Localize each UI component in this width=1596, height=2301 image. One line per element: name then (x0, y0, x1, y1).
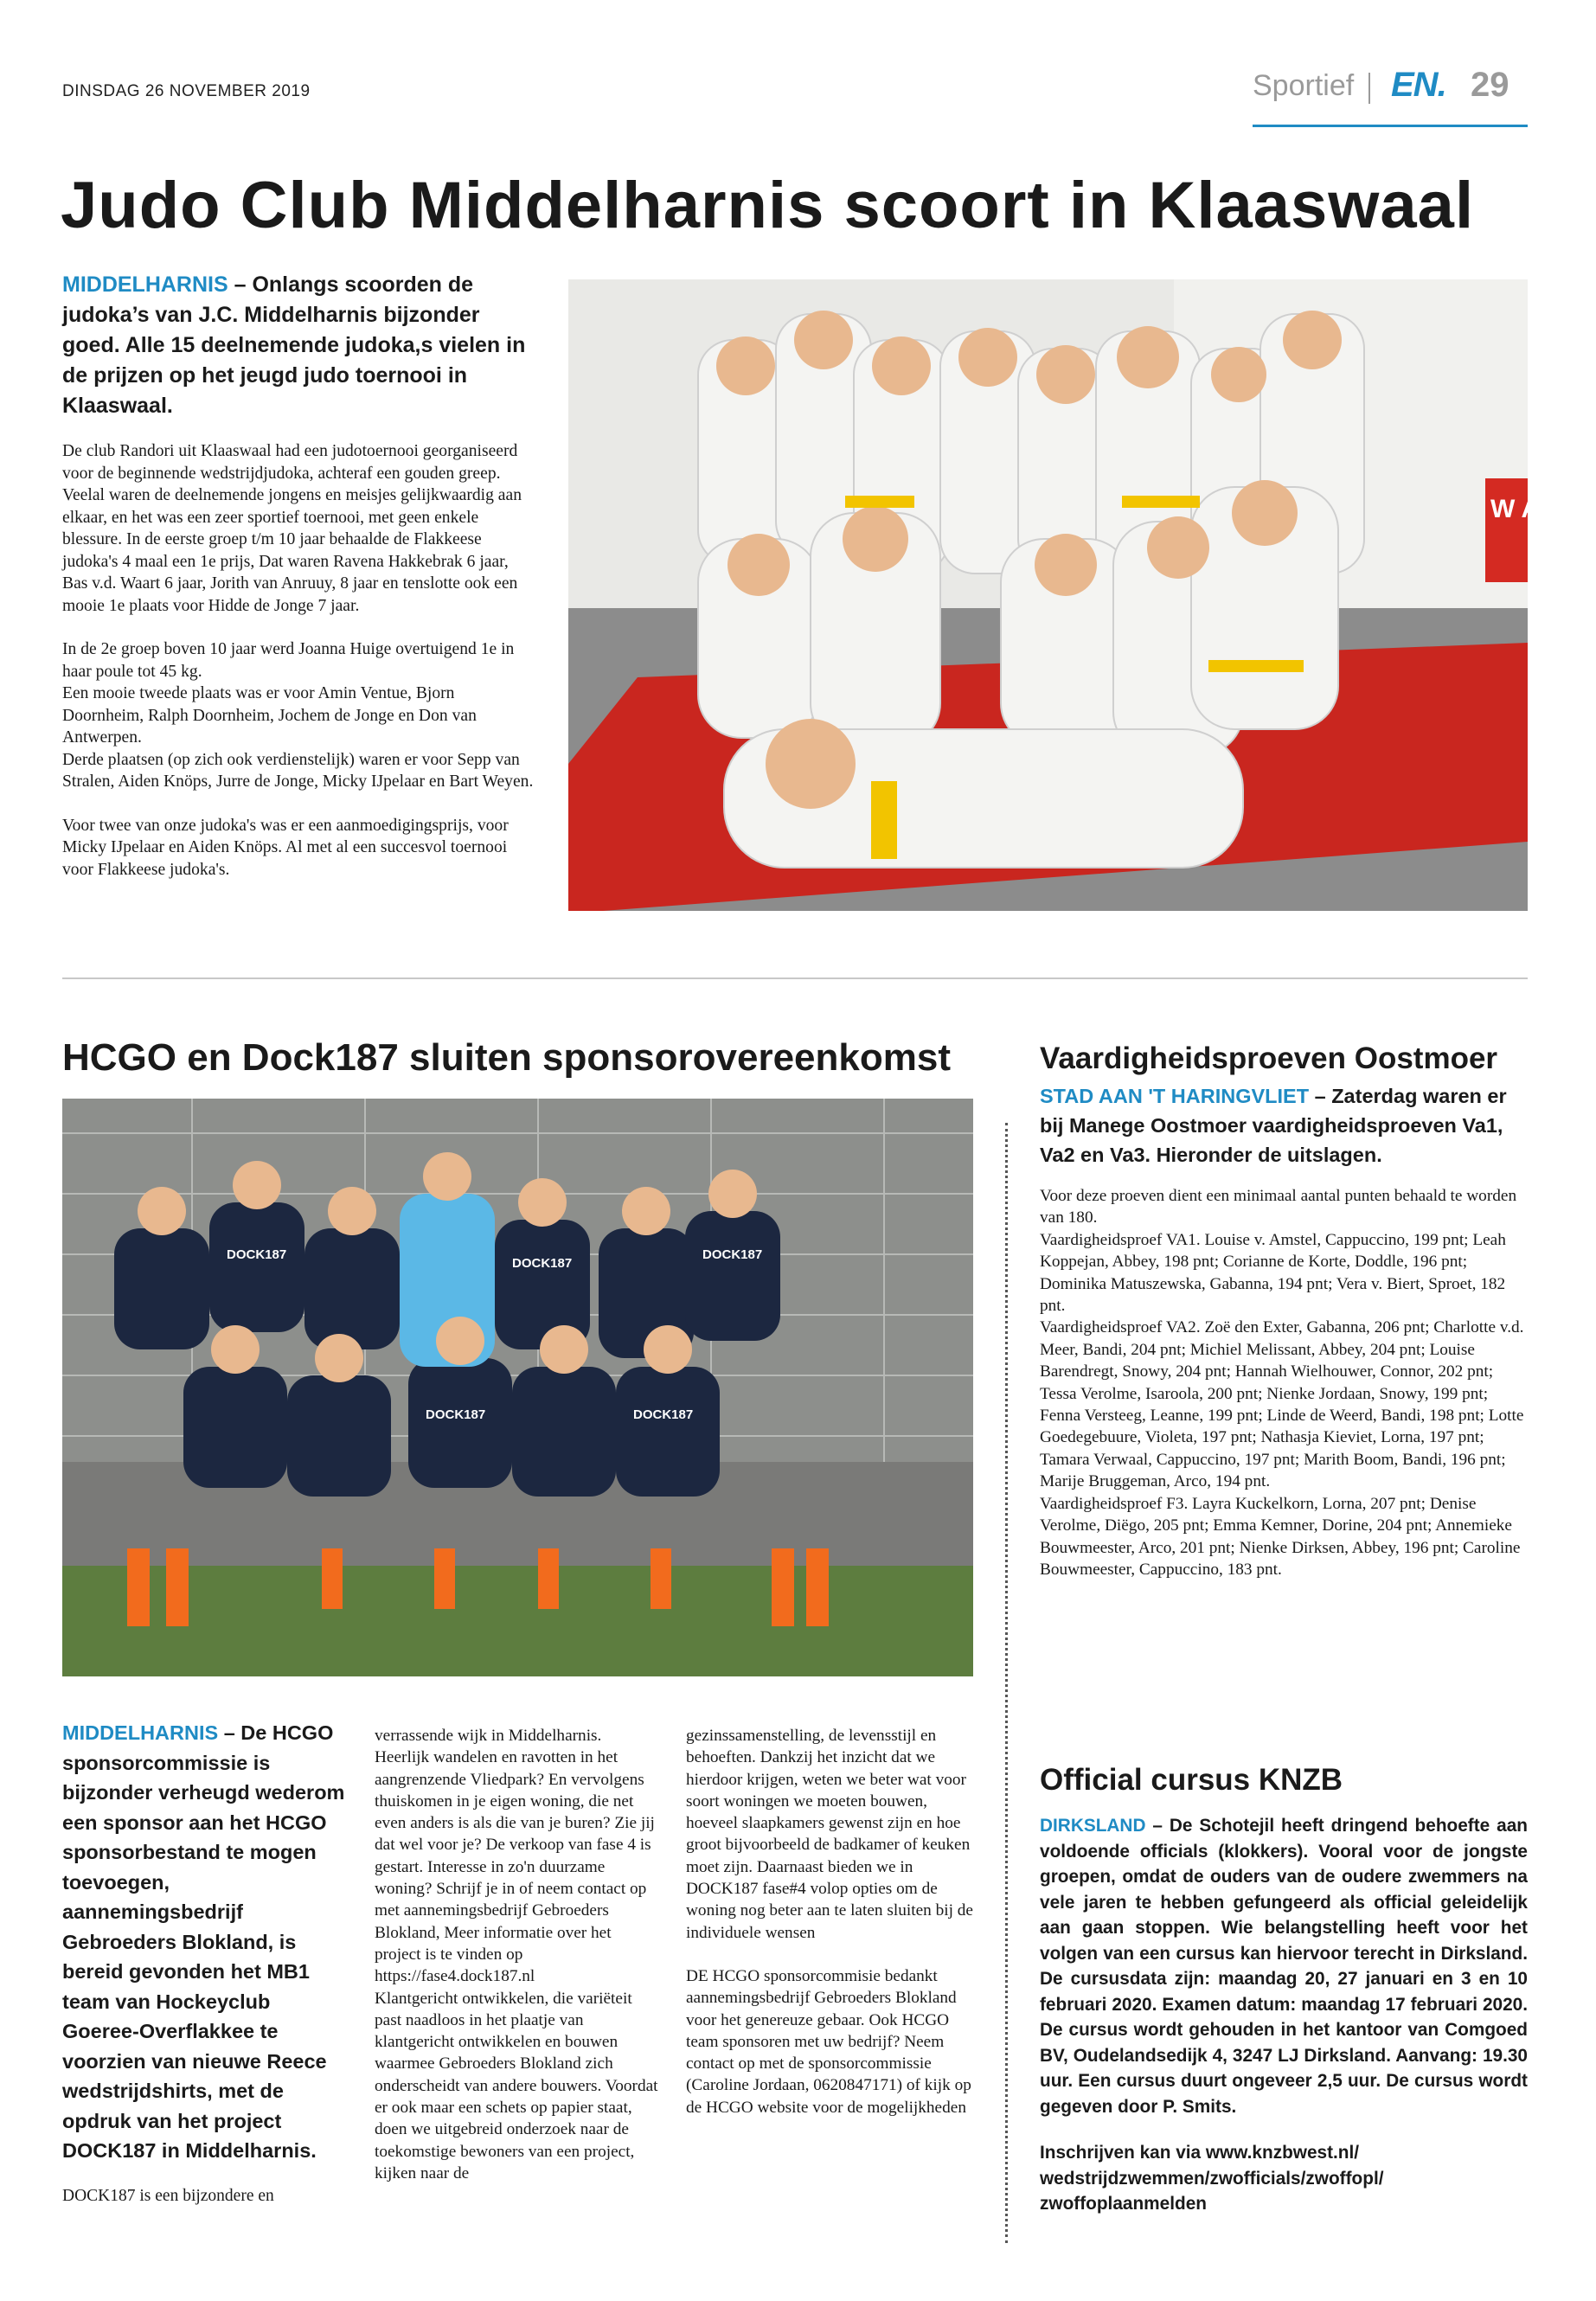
knzb-lead-text: – De Schotejil heeft dringend behoefte aan voldoende officials (klokkers). Vooral voor de jongste groepen, omdat de ouders van de oudere zwemmers na vele jaren te hebben gefungeerd als official geleidelijk aan gaan stoppen. Wie belangstelling heeft voor het volgen van een cursus kan hiervoor terecht in Dirksland. De cursusdata zijn: maandag 20, 27 januari en 3 en 10 februari 2020. Examen datum: maandag 17 februari 2020. De cursus wordt gehouden in het kantoor van Comgoed BV, Oudelandsedijk 4, 3247 LJ Dirksland. Aanvang: 19.30 uur. Een cursus duurt ongeveer 2,5 uur. De cursus wordt gegeven door P. Smits. (1040, 1816, 1528, 2117)
header-section: Sportief (1253, 69, 1355, 102)
hcgo-col-3 (686, 1725, 973, 2118)
judo-paragraph: In de 2e groep boven 10 jaar werd Joanna Huige overtuigend 1e in haar poule tot 45 kg. Een mooie tweede plaats was er voor Amin Ventue, Bjorn Doornheim, Ralph Doornheim, Jochem de Jonge en Don van Antwerpen. Derde plaatsen (op zich ook verdienstelijk) waren er voor Sepp van Stralen, Aiden Knöps, Jurre de Jonge, Micky IJpelaar en Bart Weyen. (62, 640, 534, 791)
hcgo-lead-text: – De HCGO sponsorcommissie is bijzonder verheugd wederom een sponsor aan het HCGO sponsorbestand te mogen toevoegen, aannemingsbedrijf Gebroeders Blokland, is bereid gevonden het MB1 team van Hockeyclub Goeree-Overflakkee te voorzien van nieuwe Reece wedstrijdshirts, met de opdruk van het project DOCK187 in Middelharnis. (62, 1721, 345, 2162)
judo-headline: Judo Club Middelharnis scoort in Klaaswaal (61, 169, 1475, 242)
hockey-team-photo (62, 1099, 973, 1676)
newspaper-logo: EN. (1391, 66, 1446, 104)
judo-banner-text: W A (1490, 495, 1541, 523)
hcgo-col2-text: verrassende wijk in Middelharnis. Heerlijk wandelen en ravotten in het aangrenzende Vliedpark? En vervolgens thuiskomen in je eigen woning, die net even anders is als die van je buren? Zie jij dat wel voor je? De verkoop van fase 4 is gestart. Interesse in zo'n duurzame woning? Schrijf je in of neem contact op met aannemingsbedrijf Gebroeders Blokland, Meer informatie over het project is te vinden op https://fase4.dock187.nl Klantgericht ontwikkelen, die variëteit past naadloos in het plaatje van klantgericht ontwikkelen en bouwen waarmee Gebroeders Blokland zich onderscheidt van andere bouwers. Voordat er ook maar een schets op papier staat, doen we uitgebreid onderzoek naar de toekomstige bewoners van een project, kijken naar de (375, 1727, 658, 2182)
judo-lead-text: – Onlangs scoorden de judoka’s van J.C. Middelharnis bijzonder goed. Alle 15 deelnemende judoka,s vielen in de prijzen op het jeugd judo toernooi in Klaaswaal. (62, 272, 526, 418)
hcgo-lead-place: MIDDELHARNIS (62, 1721, 219, 1744)
vaardigheid-lead-place: STAD AAN 'T HARINGVLIET (1040, 1085, 1310, 1107)
page-number: 29 (1471, 66, 1509, 104)
judo-paragraph: De club Randori uit Klaaswaal had een judotoernooi georganiseerd voor de beginnende wedstrijdjudoka, achteraf een gouden greep. Veelal waren de deelnemende jongens en meisjes gelijkwaardig aan elkaar, en het was een zeer sportief toernooi, met geen enkele blessure. In de eerste groep t/m 10 jaar behaalde de Flakkeese judoka's 4 maal een 1e prijs, Dat waren Ravena Hakkebrak 6 jaar, Bas v.d. Waart 6 jaar, Jorith van Anruuy, 8 jaar en tenslotte ook een mooie 1e plaats voor Hidde de Jonge 7 jaar. (62, 442, 522, 615)
header-divider (1368, 73, 1370, 104)
judo-text-column (62, 270, 536, 881)
knzb-lead-place: DIRKSLAND (1040, 1816, 1146, 1836)
vaardigheid-lead (1040, 1081, 1533, 1170)
hcgo-col-1 (62, 1718, 348, 2207)
knzb-lead (1040, 1813, 1528, 2119)
vaardigheid-headline: Vaardigheidsproeven Oostmoer (1040, 1042, 1498, 1075)
column-divider-dotted (1005, 1123, 1008, 2243)
hockey-shirt-print: DOCK187 (227, 1247, 287, 1262)
judo-lead-place: MIDDELHARNIS (62, 272, 228, 297)
hcgo-lead (62, 1718, 348, 2166)
hcgo-col-2 (375, 1725, 660, 2184)
hockey-shirt-print: DOCK187 (633, 1407, 694, 1422)
vaardigheid-column (1040, 1081, 1533, 1580)
vaardigheid-results: Voor deze proeven dient een minimaal aantal punten behaald te worden van 180. Vaardigheidsproef VA1. Louise v. Amstel, Cappuccino, 199 pnt; Leah Koppejan, Abbey, 198 pnt; Corianne de Korte, Doddle, 196 pnt; Dominika Matuszewska, Gabanna, 194 pnt; Vera v. Biert, Sproet, 182 pnt. Vaardigheidsproef VA2. Zoë den Exter, Gabanna, 206 pnt; Charlotte v.d. Meer, Bandi, 204 pnt; Michiel Melissant, Abbey, 204 pnt; Louise Barendregt, Snowy, 204 pnt; Hannah Wielhouwer, Connor, 202 pnt; Tessa Verolme, Isaroola, 200 pnt; Nienke Jordaan, Snowy, 199 pnt; Fenna Versteeg, Leanne, 199 pnt; Linde de Weerd, Bandi, 198 pnt; Lotte Goedegebuure, Violeta, 197 pnt; Nathasja Kieviet, Lorna, 197 pnt; Tamara Verwaal, Cappuccino, 197 pnt; Marith Boom, Bandi, 196 pnt; Marije Bruggeman, Arco, 194 pnt. Vaardigheidsproef F3. Layra Kuckelkorn, Lorna, 207 pnt; Denise Verolme, Diëgo, 205 pnt; Emma Kemner, Dorine, 204 pnt; Annemieke Bouwmeester, Arco, 201 pnt; Nienke Dirksen, Abbey, 196 pnt; Caroline Bouwmeester, Cappuccino, 183 pnt. (1040, 1187, 1524, 1579)
hcgo-col3-sponsor: DE HCGO sponsorcommisie bedankt aannemingsbedrijf Gebroeders Blokland voor het genereuze gebaar. Ook HCGO team sponsoren met uw bedrijf? Neem contact op met de sponsorcommissie (Caroline Jordaan, 0620847171) of kijk op de HCGO website voor de mogelijkheden (686, 1966, 971, 2117)
knzb-headline: Official cursus KNZB (1040, 1763, 1343, 1797)
knzb-column (1040, 1813, 1528, 2217)
hcgo-headline: HCGO en Dock187 sluiten sponsorovereenkomst (62, 1036, 951, 1079)
hockey-shirt-print: DOCK187 (702, 1247, 763, 1262)
header-date: DINSDAG 26 NOVEMBER 2019 (62, 82, 311, 100)
section-divider (62, 977, 1528, 979)
hcgo-col1-tail: DOCK187 is een bijzondere en (62, 2186, 274, 2205)
hcgo-col3-text: gezinssamenstelling, de levensstijl en behoeften. Dankzij het inzicht dat we hierdoor krijgen, weten we beter wat voor soort woningen we moeten bouwen, hoeveel slaapkamers gewenst zijn en hoe groot bijvoorbeeld de badkamer of keuken moet zijn. Daarnaast bieden we in DOCK187 fase#4 volop opties om de woning nog beter aan te laten sluiten bij de individuele wensen (686, 1727, 973, 1942)
judo-team-photo (568, 279, 1541, 911)
judo-paragraph: Voor twee van onze judoka's was er een aanmoedigingsprijs, voor Micky IJpelaar en Aiden Knöps. Al met al een succesvol toernooi voor Flakkeese judoka's. (62, 816, 509, 879)
knzb-signup: Inschrijven kan via www.knzbwest.nl/ wedstrijdzwemmen/zwofficials/zwoffopl/ zwoffoplaanmelden (1040, 2143, 1384, 2214)
header-rule (1253, 125, 1528, 127)
vaardigheid-lead-text: – Zaterdag waren er bij Manege Oostmoer vaardigheidsproeven Va1, Va2 en Va3. Hieronder de uitslagen. (1040, 1085, 1507, 1166)
hockey-shirt-print: DOCK187 (512, 1256, 573, 1271)
judo-lead (62, 270, 536, 421)
hockey-shirt-print: DOCK187 (426, 1407, 486, 1422)
